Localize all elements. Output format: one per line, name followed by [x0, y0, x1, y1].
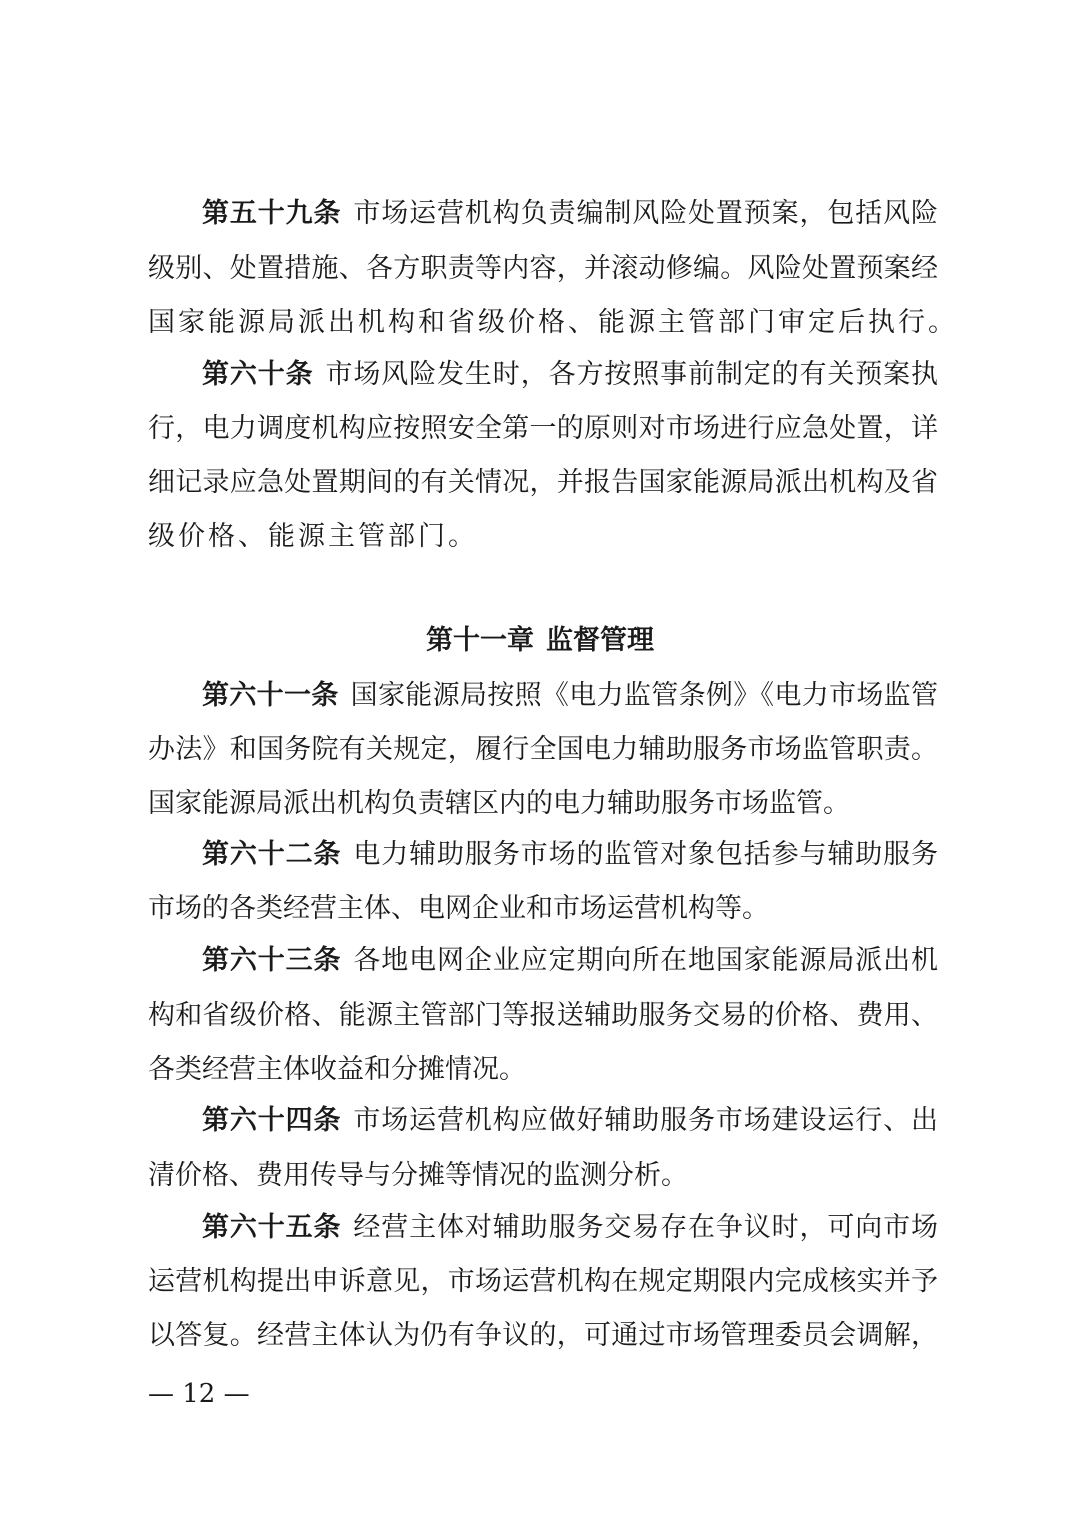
article-59-line-3: 国家能源局派出机构和省级价格、能源主管部门审定后执行。	[148, 307, 958, 338]
article-62-line-1	[202, 826, 938, 884]
article-60-line-4: 级价格、能源主管部门。	[148, 521, 478, 552]
article-63-line-3: 各类经营主体收益和分摊情况。	[148, 1054, 526, 1085]
article-65-line-3: 以答复。经营主体认为仍有争议的，可通过市场管理委员会调解，	[148, 1320, 938, 1351]
article-59-label: 第五十九条	[202, 198, 342, 229]
chapter-heading	[0, 616, 1080, 666]
article-62-text-1: 电力辅助服务市场的监管对象包括参与辅助服务	[353, 839, 939, 870]
article-60-text-1: 市场风险发生时，各方按照事前制定的有关预案执	[325, 359, 939, 390]
article-61-line-1	[202, 667, 938, 725]
article-64-line-1	[202, 1092, 938, 1150]
page-number: — 12 —	[148, 1379, 250, 1409]
article-60-line-3: 细记录应急处置期间的有关情况，并报告国家能源局派出机构及省	[148, 467, 938, 498]
article-62-label: 第六十二条	[202, 839, 342, 870]
chapter-number: 第十一章	[426, 625, 534, 656]
article-61-label: 第六十一条	[202, 680, 339, 711]
article-63-line-2: 构和省级价格、能源主管部门等报送辅助服务交易的价格、费用、	[148, 1000, 938, 1031]
article-64-label: 第六十四条	[202, 1105, 342, 1136]
article-61-line-2: 办法》和国务院有关规定，履行全国电力辅助服务市场监管职责。	[148, 734, 938, 765]
article-61-line-3: 国家能源局派出机构负责辖区内的电力辅助服务市场监管。	[148, 788, 850, 819]
article-65-text-1: 经营主体对辅助服务交易存在争议时，可向市场	[353, 1212, 939, 1243]
article-60-line-1	[202, 346, 938, 404]
article-59-line-2: 级别、处置措施、各方职责等内容，并滚动修编。风险处置预案经	[148, 253, 938, 284]
article-65-line-1	[202, 1199, 938, 1257]
article-63-line-1	[202, 932, 938, 990]
article-65-label: 第六十五条	[202, 1212, 342, 1243]
article-63-label: 第六十三条	[202, 945, 342, 976]
article-63-text-1: 各地电网企业应定期向所在地国家能源局派出机	[353, 945, 939, 976]
article-60-label: 第六十条	[202, 359, 314, 390]
article-65-line-2: 运营机构提出申诉意见，市场运营机构在规定期限内完成核实并予	[148, 1266, 938, 1297]
article-59-line-1	[202, 185, 938, 243]
article-64-line-2: 清价格、费用传导与分摊等情况的监测分析。	[148, 1160, 688, 1191]
article-60-line-2: 行，电力调度机构应按照安全第一的原则对市场进行应急处置，详	[148, 413, 938, 444]
chapter-title: 监督管理	[546, 625, 654, 656]
article-61-text-1: 国家能源局按照《电力监管条例》《电力市场监管	[350, 680, 939, 711]
article-64-text-1: 市场运营机构应做好辅助服务市场建设运行、出	[353, 1105, 939, 1136]
article-59-text-1: 市场运营机构负责编制风险处置预案，包括风险	[353, 198, 939, 229]
article-62-line-2: 市场的各类经营主体、电网企业和市场运营机构等。	[148, 893, 769, 924]
